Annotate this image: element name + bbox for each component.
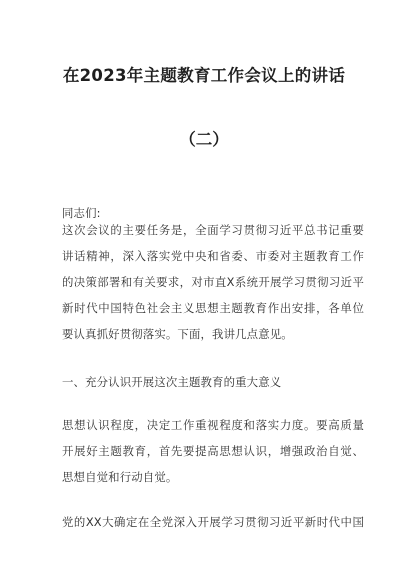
- paragraph-intro: [62, 217, 364, 347]
- document-title: 在2023年主题教育工作会议上的讲话: [62, 66, 346, 85]
- paragraph-line: 讲话精神，深入落实党中央和省委、市委对主题教育工作: [62, 249, 364, 263]
- paragraph-line: 要认真抓好贯彻落实。下面，我讲几点意见。: [62, 327, 293, 341]
- paragraph-party-congress: [62, 509, 364, 535]
- paragraph-line: 的决策部署和有关要求，对市直X系统开展学习贯彻习近平: [62, 275, 364, 289]
- salutation-text: 同志们:: [62, 206, 101, 220]
- paragraph-line: 思想自觉和行动自觉。: [62, 470, 178, 484]
- paragraph-line: 开展好主题教育，首先要提高思想认识，增强政治自觉、: [62, 444, 364, 458]
- section-heading-text: 一、充分认识开展这次主题教育的重大意义: [62, 375, 282, 389]
- paragraph-line: 这次会议的主要任务是，全面学习贯彻习近平总书记重要: [62, 223, 364, 237]
- paragraph-significance: [62, 412, 364, 490]
- paragraph-line: 思想认识程度，决定工作重视程度和落实力度。要高质量: [62, 418, 364, 432]
- paragraph-line: 新时代中国特色社会主义思想主题教育作出安排，各单位: [62, 301, 364, 315]
- paragraph-line: 党的XX大确定在全党深入开展学习贯彻习近平新时代中国: [62, 515, 364, 529]
- document-subtitle: （二）: [179, 130, 229, 149]
- section-heading: [62, 369, 364, 395]
